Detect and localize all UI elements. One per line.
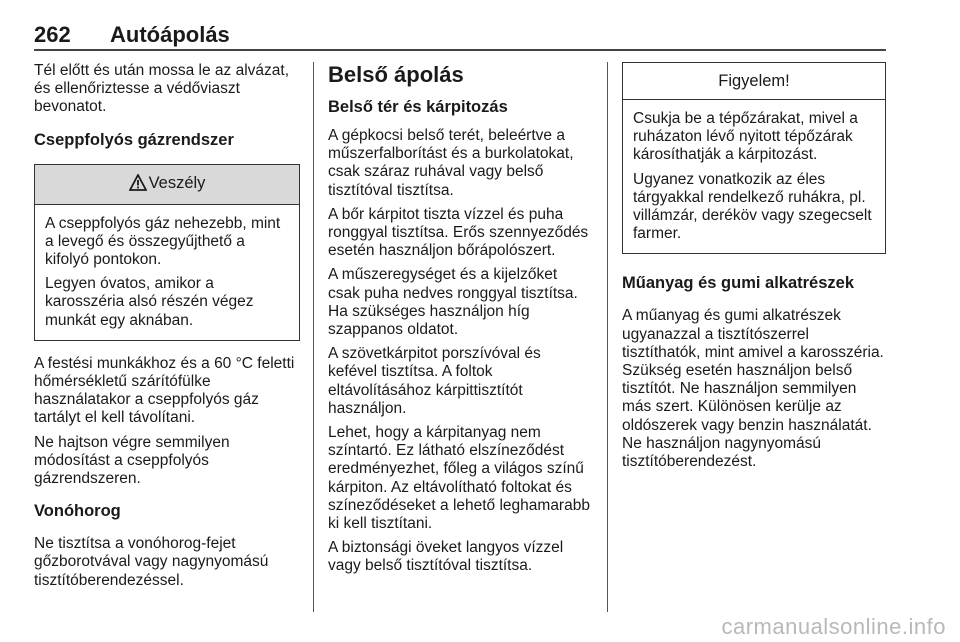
plastic-rubber-paragraph: A műanyag és gumi alkatrészek ugyanazzal a tisztítószerrel tisztíthatók, mint amivel a karosszéria. Szükség esetén használjon belső tisztítót. Ne használjon semmilyen más szert. Különösen kerülje az oldószerek vagy benzin használatát. Ne használjon nagynyomású tisztítóberendezést. [622,307,884,471]
lpg-heading: Cseppfolyós gázrendszer [34,130,234,149]
danger-title-text: Veszély [148,173,206,192]
tow-hook-paragraph: Ne tisztítsa a vonóhorog-fejet gőzborotvával vagy nagynyomású tisztítóberendezéssel. [34,535,269,589]
tow-hook-heading: Vonóhorog [34,502,121,521]
column-divider-1 [313,62,314,612]
paint-paragraph: A festési munkákhoz és a 60 °C feletti hőmérsékletű szárítófülke használatakor a cseppfolyós gáz tartályt el kell távolítani. [34,354,295,427]
modification-paragraph: Ne hajtson végre semmilyen módosítást a cseppfolyós gázrendszeren. [34,433,230,488]
column-2 [328,62,592,582]
interior-care-heading: Belső ápolás [328,62,464,87]
interior-paragraph-4: A szövetkárpitot porszívóval és kefével tisztítsa. A foltok eltávolításához kárpittisztítót használjon. [328,345,541,417]
upholstery-heading: Belső tér és kárpitozás [328,98,508,116]
notice-paragraph-2: Ugyanez vonatkozik az éles tárgyakkal rendelkező ruhákra, pl. villámzár, deréköv vagy szegecselt farmer. [633,170,872,243]
interior-paragraph-6: A biztonsági öveket langyos vízzel vagy belső tisztítóval tisztítsa. [328,539,564,575]
danger-box [34,164,300,341]
danger-box-title [35,165,299,205]
notice-box [622,62,886,254]
interior-paragraph-5: Lehet, hogy a kárpitanyag nem színtartó. Ez látható elszíneződést eredményezhet, főleg a világos színű kárpiton. Az eltávolítható foltokat és színeződéseket a lehető leghamarabb ki kell tisztítani. [328,424,590,533]
plastic-rubber-heading: Műanyag és gumi alkatrészek [622,274,855,293]
interior-paragraph-2: A bőr kárpitot tiszta vízzel és puha ronggyal tisztítsa. Erős szennyeződés esetén használjon bőrápolószert. [328,205,589,260]
interior-paragraph-3: A műszeregységet és a kijelzőket csak puha nedves ronggyal tisztítsa. Ha szükséges használjon híg szappanos oldatot. [328,266,578,339]
danger-paragraph-2: Legyen óvatos, amikor a karosszéria alsó részén végez munkát egy aknában. [45,275,254,329]
danger-paragraph-1: A cseppfolyós gáz nehezebb, mint a levegő és összegyűjthető a kifolyó pontokon. [45,214,281,269]
column-divider-2 [607,62,608,612]
header-rule [34,49,886,51]
interior-paragraph-1: A gépkocsi belső terét, beleértve a műszerfalborítást és a burkolatokat, csak száraz ruhával vagy belső tisztítóval tisztítsa. [328,127,574,199]
column-3 [622,62,886,477]
warning-triangle-icon [129,174,147,196]
column-1 [34,62,300,596]
notice-paragraph-1: Csukja be a tépőzárakat, mivel a ruházaton lévő nyitott tépőzárak károsíthatják a kárpitozást. [633,110,858,164]
notice-box-title: Figyelem! [623,63,885,100]
page-number: 262 [34,22,71,47]
intro-paragraph: Tél előtt és után mossa le az alvázat, és ellenőriztesse a védőviaszt bevonatot. [34,62,290,116]
page-title: Autóápolás [110,22,230,47]
watermark: carmanualsonline.info [721,614,946,639]
